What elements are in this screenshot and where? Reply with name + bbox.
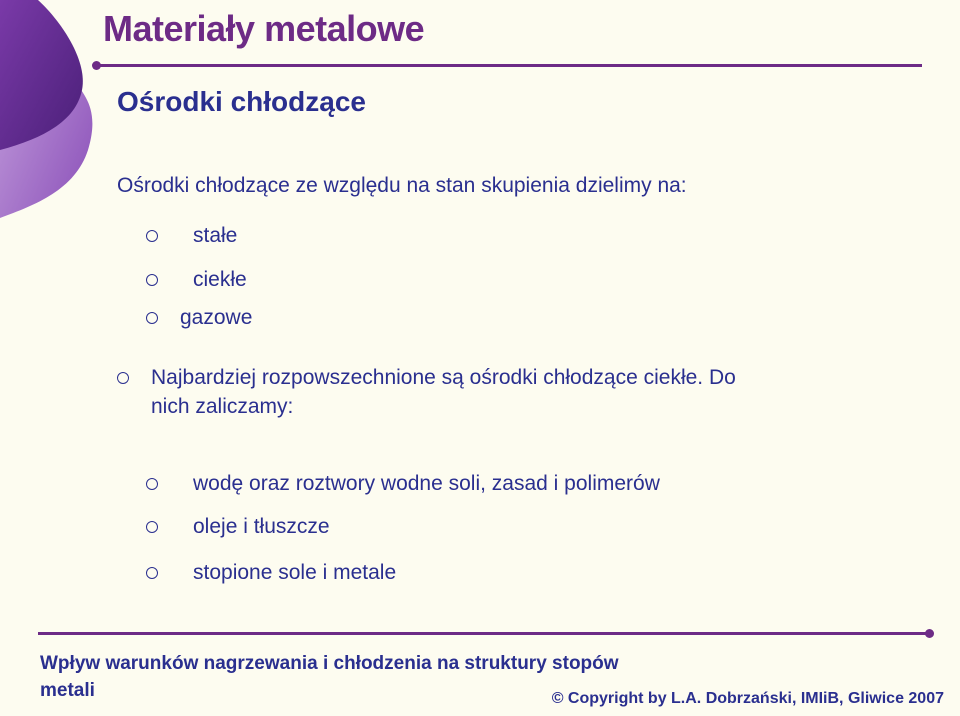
corner-decoration [0, 0, 110, 230]
liquid-item-water: wodę oraz roztwory wodne soli, zasad i polimerów [193, 472, 660, 495]
bullet-icon [146, 274, 158, 286]
title-divider-dot [92, 61, 101, 70]
bullet-icon [146, 567, 158, 579]
footer-title: Wpływ warunków nagrzewania i chłodzenia na struktury stopów metali [40, 653, 619, 701]
copyright-text: © Copyright by L.A. Dobrzański, IMIiB, Gliwice 2007 [551, 690, 944, 707]
bullet-icon [117, 372, 129, 384]
bullet-icon [146, 312, 158, 324]
section-subtitle: Ośrodki chłodzące [117, 86, 366, 117]
bullet-icon [146, 478, 158, 490]
state-item-solid: stałe [193, 224, 238, 247]
note-line-1: Najbardziej rozpowszechnione są ośrodki chłodzące ciekłe. Do [151, 366, 736, 389]
state-item-gas: gazowe [180, 306, 253, 329]
slide-title: Materiały metalowe [103, 8, 425, 49]
liquid-item-oils: oleje i tłuszcze [193, 515, 330, 538]
liquid-item-salts: stopione sole i metale [193, 561, 397, 584]
bullet-icon [146, 521, 158, 533]
intro-text: Ośrodki chłodzące ze względu na stan skupienia dzielimy na: [117, 174, 687, 197]
bullet-icon [146, 230, 158, 242]
title-divider [96, 64, 922, 67]
state-item-liquid: ciekłe [193, 268, 247, 291]
note-line-2: nich zaliczamy: [151, 395, 294, 418]
footer-divider-dot [925, 629, 934, 638]
footer-divider [38, 632, 928, 635]
